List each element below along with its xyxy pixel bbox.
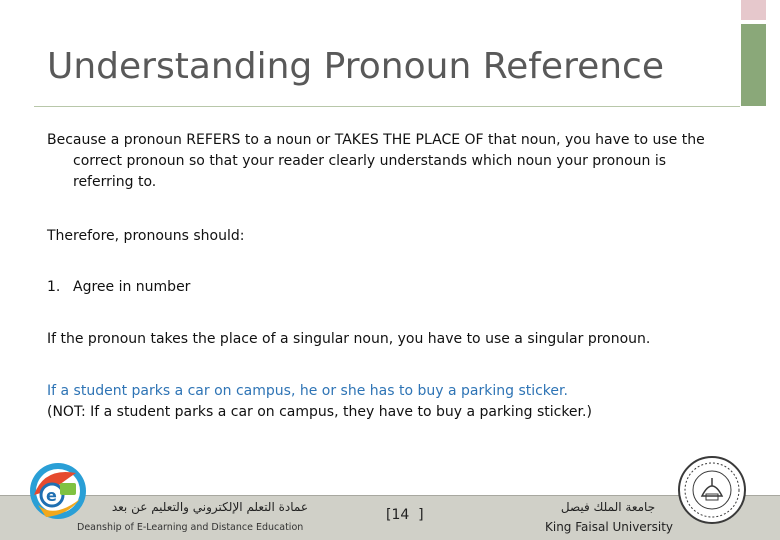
deanship-arabic-name: عمادة التعلم الإلكتروني والتعليم عن بعد [111, 500, 308, 514]
slide-title: Understanding Pronoun Reference [47, 46, 664, 87]
decorative-green-block [741, 24, 766, 106]
rule-paragraph: If the pronoun takes the place of a singular noun, you have to use a singular pronoun. [47, 331, 651, 347]
intro-line-1: Because a pronoun REFERS to a noun or TAKES THE PLACE OF that noun, you have to use the [47, 132, 705, 148]
university-seal-icon [676, 452, 748, 532]
intro-paragraph [47, 130, 737, 193]
title-divider [34, 106, 740, 107]
intro-line-3: referring to. [73, 174, 157, 190]
list-item-text: Agree in number [73, 279, 191, 295]
example-sentence: If a student parks a car on campus, he or she has to buy a parking sticker. [47, 383, 568, 399]
deanship-english-name: Deanship of E-Learning and Distance Education [77, 522, 304, 533]
page-number: [14 ] [386, 507, 424, 523]
svg-text:e: e [46, 486, 57, 505]
therefore-paragraph: Therefore, pronouns should: [47, 228, 245, 244]
university-english-name: King Faisal University [544, 520, 673, 534]
list-number: 1. [47, 279, 61, 295]
decorative-pink-block [741, 0, 766, 20]
numbered-list-item [47, 277, 737, 298]
intro-line-2: correct pronoun so that your reader clearly understands which noun your pronoun is [73, 153, 667, 169]
counter-example-sentence: (NOT: If a student parks a car on campus, they have to buy a parking sticker.) [47, 404, 592, 420]
example-block [47, 381, 737, 423]
university-arabic-name: جامعة الملك فيصل [560, 500, 656, 514]
